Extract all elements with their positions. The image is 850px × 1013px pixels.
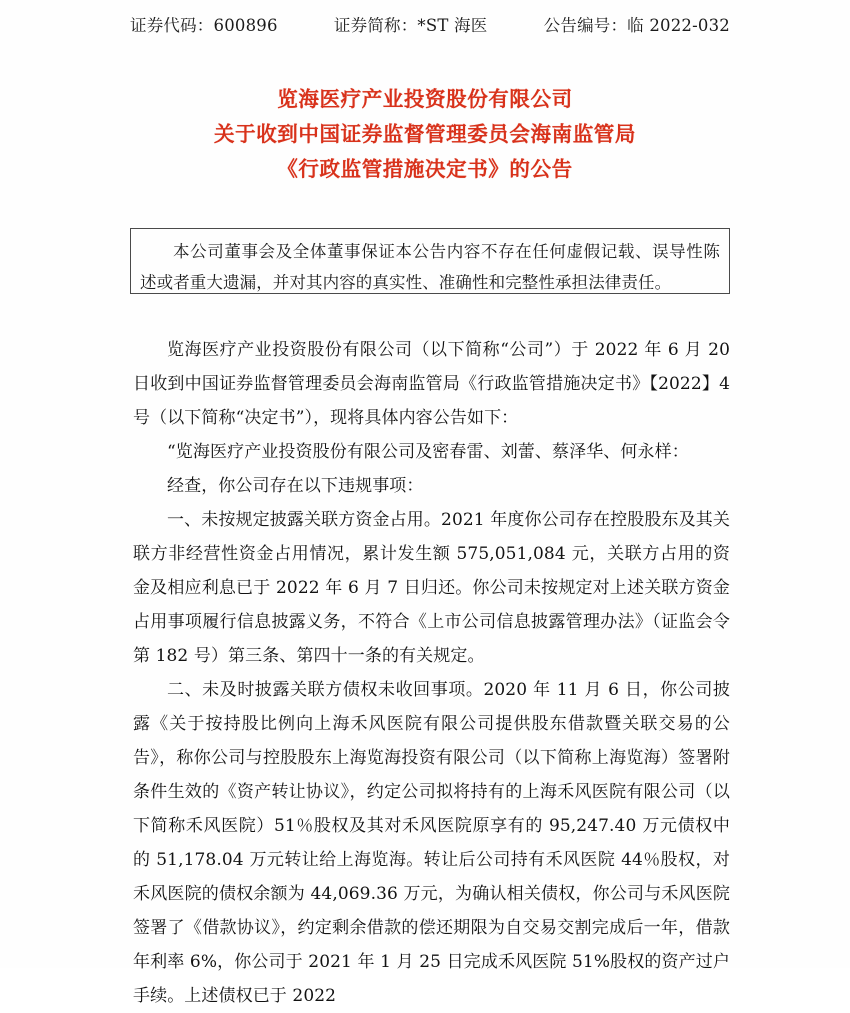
body-paragraph: “览海医疗产业投资股份有限公司及密春雷、刘蕾、蔡泽华、何永样： — [167, 442, 689, 462]
security-code: 证券代码：600896 — [130, 16, 278, 35]
body-paragraph: 二、未及时披露关联方债权未收回事项。2020 年 11 月 6 日，你公司披露《关于按持股比例向上海禾风医院有限公司提供股东借款暨关联交易的公告》，称你公司与控股股东上海览海投资有限公司（以下简称上海览海）签署附条件生效的《资产转让协议》，约定公司拟将持有的上海禾风医院有限公司（以下简称禾风医院）51％股权及其对禾风医院原享有的 95,247.40 万元债权中的 51,178.04 万元转让给上海览海。转让后公司持有禾风医院 44％股权，对禾风医院的债权余额为 44,069.36 万元，为确认相关债权，你公司与禾风医院签署了《借款协议》，约定剩余借款的偿还期限为自交易交割完成后一年，借款年利率 6%，你公司于 2021 年 1 月 25 日完成禾风医院 51%股权的资产过户手续。上述债权已于 2022 — [133, 680, 730, 1006]
title-line-3: 《行政监管措施决定书》的公告 — [277, 157, 573, 181]
title-line-1: 览海医疗产业投资股份有限公司 — [277, 87, 573, 111]
announcement-title — [0, 82, 850, 187]
body-paragraph: 一、未按规定披露关联方资金占用。2021 年度你公司存在控股股东及其关联方非经营性资金占用情况，累计发生额 575,051,084 元，关联方占用的资金及相应利息已于 2022 年 6 月 7 日归还。你公司未按规定对上述关联方资金占用事项履行信息披露义务，不符合《上市公司信息披露管理办法》（证监会令第 182 号）第三条、第四十一条的有关规定。 — [133, 510, 730, 666]
announcement-number: 公告编号：临 2022-032 — [543, 16, 730, 35]
security-short-name: 证券简称：*ST 海医 — [333, 16, 488, 35]
body-paragraph: 览海医疗产业投资股份有限公司（以下简称“公司”）于 2022 年 6 月 20 日收到中国证券监督管理委员会海南监管局《行政监管措施决定书》【2022】4 号（以下简称“决定书”），现将具体内容公告如下： — [133, 340, 730, 428]
liability-notice-box — [130, 228, 730, 294]
document-header — [130, 12, 730, 36]
body-paragraph: 经查，你公司存在以下违规事项： — [167, 476, 424, 496]
title-line-2: 关于收到中国证券监督管理委员会海南监管局 — [214, 122, 636, 146]
liability-notice-text: 本公司董事会及全体董事保证本公告内容不存在任何虚假记载、误导性陈述或者重大遗漏，并对其内容的真实性、准确性和完整性承担法律责任。 — [140, 242, 720, 292]
document-body — [133, 333, 730, 1013]
